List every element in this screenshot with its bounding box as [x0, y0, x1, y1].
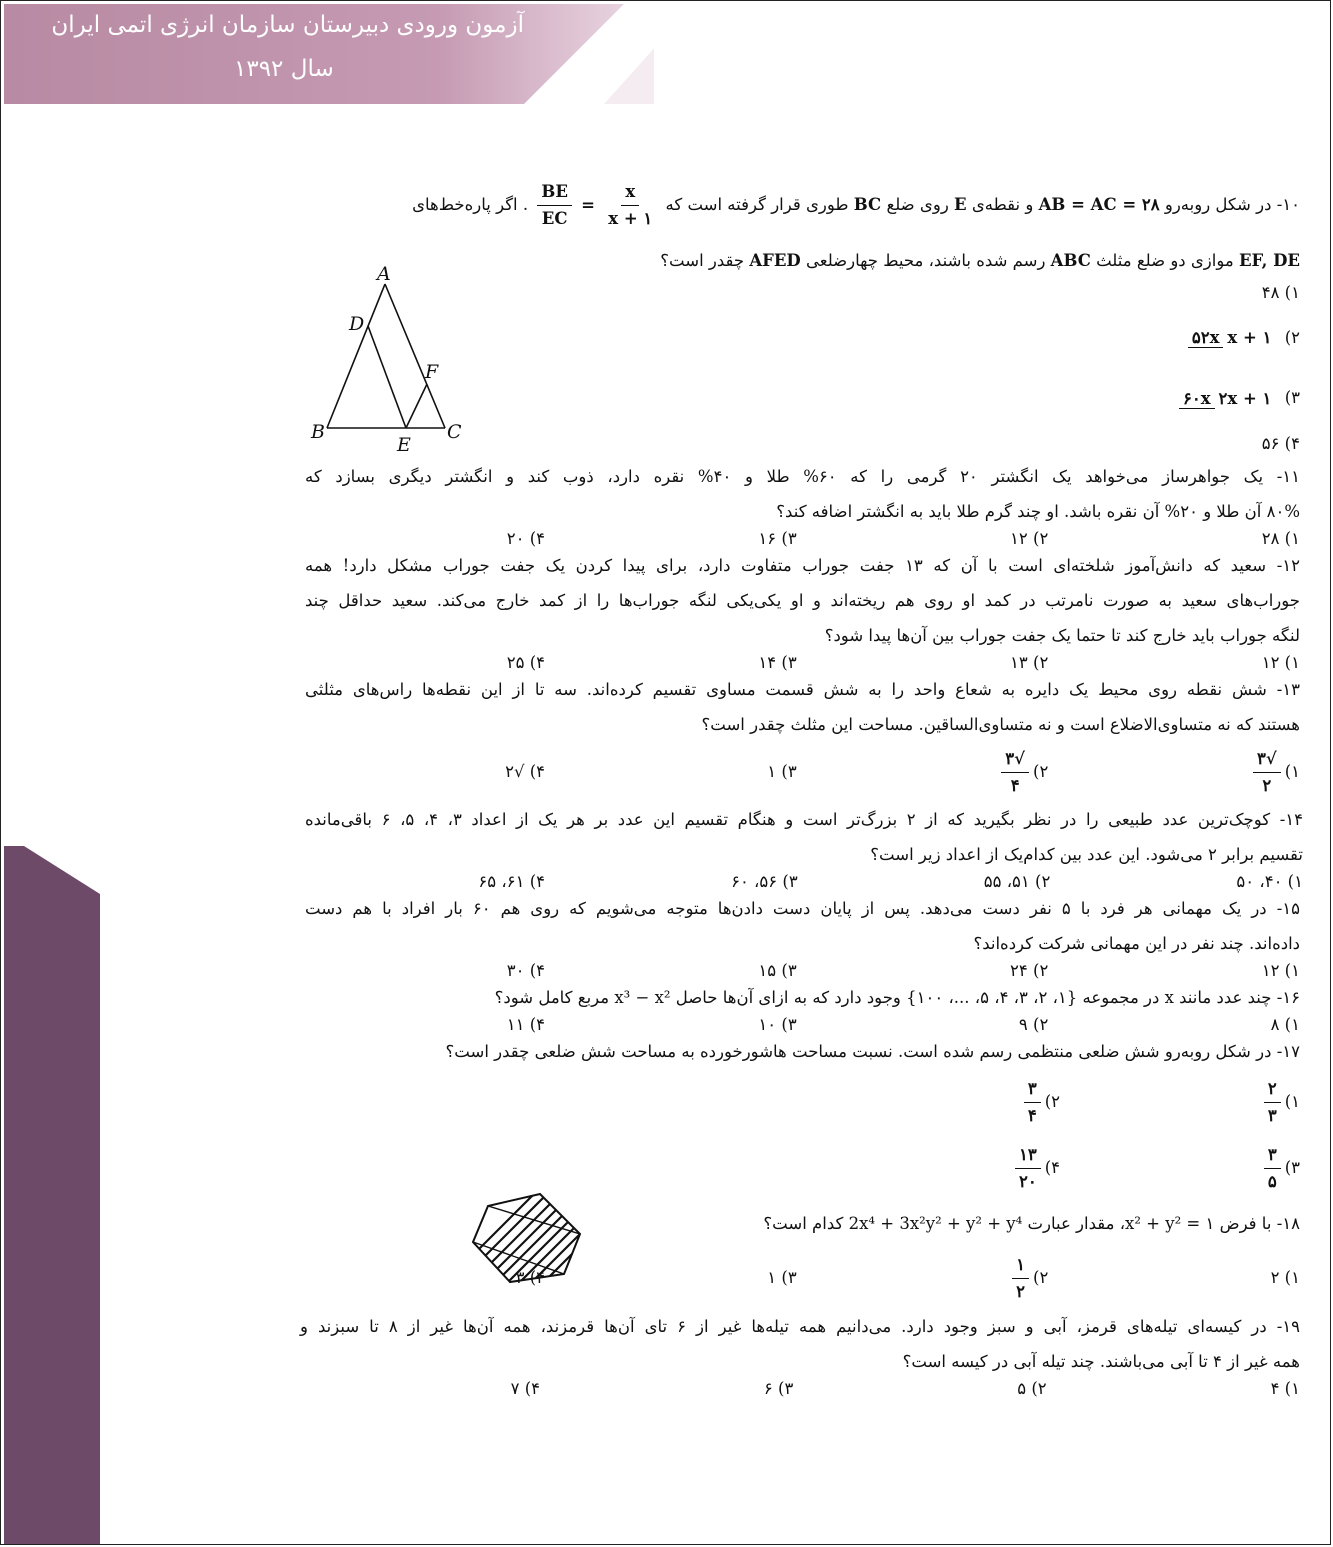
exam-year: سال ۱۳۹۲ [234, 56, 334, 82]
question-number: ۱۹- [1276, 1316, 1301, 1336]
q16-option-3[interactable]: ۳) ۱۰ [758, 1014, 797, 1034]
q10-text-f: موازی دو ضلع مثلث [1096, 250, 1234, 270]
q15-line1 [305, 891, 1300, 926]
frac-num: ۳ [1024, 1076, 1041, 1103]
question-11 [305, 459, 1300, 548]
q10-text-h: چقدر است؟ [660, 250, 745, 270]
q10-text-c: روی ضلع [886, 195, 949, 214]
question-15 [305, 891, 1300, 980]
question-number: ۱۰- [1276, 195, 1300, 214]
q12-text-1: سعید که دانش‌آموز شلخته‌ای است با آن که ۱۳ جفت جوراب متفاوت دارد، برای پیدا کردن یک جفت جوراب مشکل دارد! همه [305, 555, 1267, 575]
q12-line2: جوراب‌های سعید به صورت نامرتب در کمد او روی هم ریخته‌اند و او یکی‌یکی لنگه جوراب‌ها را از کمد خارج می‌کند. سعید حداقل چند [305, 590, 1300, 610]
frac-den: ۳ [1267, 1105, 1277, 1125]
q16-text-1: چند عدد مانند x در مجموعه {۱، ۲، ۳، ۴، ۵، ...، ۱۰۰} وجود دارد که به ازای آن‌ها حاصل x³ − x² مربع کامل شود؟ [494, 987, 1272, 1007]
question-number: ۱۵- [1276, 898, 1300, 918]
frac-num: √۳ [1001, 746, 1029, 773]
q10-quad: AFED [749, 250, 801, 270]
frac-num: √۳ [1253, 746, 1281, 773]
q10-option-3[interactable] [305, 368, 1300, 429]
label-F: F [425, 361, 439, 383]
q14-option-2[interactable]: ۲) ۵۱، ۵۵ [983, 871, 1051, 891]
q13-option-1[interactable] [1060, 742, 1300, 802]
q15-option-4[interactable]: ۴) ۳۰ [506, 960, 546, 980]
frac-den: ۲ [1016, 1281, 1026, 1301]
q10-segments: EF, DE [1238, 250, 1300, 270]
q11-options [305, 529, 1300, 548]
q17-options-row1 [305, 1069, 1300, 1135]
q11-option-1[interactable]: ۱) ۲۸ [1261, 528, 1300, 548]
q17-text-1: در شکل روبه‌رو شش ضلعی منتظمی رسم شده است. نسبت مساحت هاشورخورده به مساحت شش ضلعی چقدر است؟ [445, 1041, 1272, 1061]
q17-option-1[interactable] [1060, 1069, 1300, 1135]
q19-line2: همه غیر از ۴ تا آبی می‌باشند. چند تیله آبی در کیسه است؟ [902, 1351, 1300, 1371]
q12-options [305, 653, 1300, 672]
q16-option-1[interactable]: ۱) ۸ [1270, 1014, 1300, 1034]
q19-text-1: در کیسه‌ای تیله‌های قرمز، آبی و سبز وجود دارد. می‌دانیم همه تیله‌ها غیر از ۶ تای آن‌ها قرمزند، همه آن‌ها غیر از ۸ تا سبزند و [300, 1316, 1267, 1336]
question-12 [305, 548, 1300, 672]
frac-num: ۶۰x [1179, 389, 1215, 409]
q12-option-3[interactable]: ۳) ۱۴ [758, 652, 797, 672]
q10-triangle: ABC [1050, 250, 1091, 270]
q10-side: BC [853, 195, 882, 214]
ratio-num: BE [537, 179, 572, 206]
q11-line2: ۸۰% آن طلا و ۲۰% آن نقره باشد. او چند گرم طلا باید به انگشتر اضافه کند؟ [776, 501, 1300, 521]
question-number: ۱۲- [1276, 555, 1300, 575]
frac-den: ۴ [1027, 1105, 1037, 1125]
q11-text-1: یک جواهرساز می‌خواهد یک انگشتر ۲۰ گرمی را که ۶۰% طلا و ۴۰% نقره دارد، ذوب کند و انگشتر دیگری بسازد که [305, 466, 1264, 486]
option-label: ۳) [1284, 1157, 1300, 1177]
q17-option-2[interactable] [820, 1069, 1060, 1135]
q19-options [300, 1379, 1300, 1398]
q13-line2: هستند که نه متساوی‌الاضلاع است و نه متساوی‌الساقین. مساحت این مثلث چقدر است؟ [701, 714, 1300, 734]
question-number: ۱۶- [1276, 987, 1300, 1007]
q16-option-2[interactable]: ۲) ۹ [1018, 1014, 1049, 1034]
frac-den: ۴ [1010, 775, 1020, 795]
frac-den: ۲x + ۱ [1218, 388, 1272, 408]
q13-options [305, 742, 1300, 802]
q17-line1 [305, 1034, 1300, 1069]
q10-equation: AB = AC = ۲۸ [1038, 195, 1160, 214]
q17-options-row2 [305, 1135, 1300, 1201]
question-14 [305, 802, 1303, 891]
frac-den: x + ۱ [1227, 328, 1272, 348]
frac-num: ۳ [1264, 1142, 1281, 1169]
q10-text-d: طوری قرار گرفته است که [665, 195, 849, 214]
exam-title: آزمون ورودی دبیرستان سازمان انرژی اتمی ایران [51, 12, 524, 38]
label-B: B [311, 421, 325, 443]
question-number: ۱۴- [1279, 809, 1303, 829]
questions-content [300, 168, 1303, 1398]
q19-line1 [300, 1309, 1300, 1344]
frac-num: ۱۳ [1015, 1142, 1041, 1169]
label-C: C [447, 421, 462, 443]
q17-option-3[interactable] [1060, 1135, 1300, 1201]
q11-line1 [305, 459, 1300, 494]
option-label: ۲) [1044, 1091, 1060, 1111]
question-number: ۱۸- [1276, 1213, 1300, 1233]
frac-den: ۵ [1267, 1171, 1277, 1191]
q12-option-4[interactable]: ۴) ۲۵ [506, 652, 546, 672]
q19-option-1[interactable]: ۱) ۴ [1270, 1378, 1300, 1398]
q15-option-3[interactable]: ۳) ۱۵ [758, 960, 797, 980]
q12-line3: لنگه جوراب باید خارج کند تا حتما یک جفت جوراب بین آن‌ها پیدا شود؟ [824, 625, 1300, 645]
question-number: ۱۱- [1276, 466, 1301, 486]
label-A: A [377, 263, 391, 285]
q18-option-1[interactable]: ۱) ۲ [1270, 1267, 1300, 1287]
q18-option-2[interactable] [808, 1247, 1048, 1309]
option-label: ۳) [1284, 388, 1300, 408]
q18-option-4[interactable]: ۴) ۳ [515, 1267, 546, 1287]
q14-option-1[interactable]: ۱) ۴۰، ۵۰ [1236, 871, 1303, 891]
q14-option-4[interactable]: ۴) ۶۱، ۶۵ [478, 871, 546, 891]
q13-option-4[interactable]: ۴) √۲ [505, 761, 546, 781]
q19-option-4[interactable]: ۴) ۷ [510, 1378, 541, 1398]
q13-line1 [305, 672, 1300, 707]
question-number: ۱۳- [1276, 679, 1300, 699]
q15-options [305, 961, 1300, 980]
question-10 [305, 168, 1300, 459]
q13-text-1: شش نقطه روی محیط یک دایره به شعاع واحد را به شش قسمت مساوی تقسیم کرده‌اند. سه تا از این نقطه‌ها راس‌های مثلثی [305, 679, 1267, 699]
ratio-den: EC [541, 209, 568, 229]
question-number: ۱۷- [1276, 1041, 1300, 1061]
label-E: E [397, 434, 411, 456]
ratio-x-den: x + ۱ [608, 209, 653, 229]
frac-num: ۲ [1264, 1076, 1281, 1103]
option-label: ۱) [1284, 1091, 1300, 1111]
option-label: ۲) [1033, 1267, 1049, 1287]
q15-line2: داده‌اند. چند نفر در این مهمانی شرکت کرده‌اند؟ [973, 933, 1300, 953]
sidebar-band [4, 846, 100, 1544]
q12-option-2[interactable]: ۲) ۱۳ [1010, 652, 1049, 672]
q18-text-1: با فرض x² + y² = ۱، مقدار عبارت 2x⁴ + 3x²y² + y² + y⁴ کدام است؟ [763, 1213, 1272, 1233]
question-17 [305, 1034, 1300, 1201]
q10-text-b: و نقطه‌ی [971, 195, 1034, 214]
q19-option-3[interactable]: ۳) ۶ [763, 1378, 794, 1398]
q10-option-4[interactable]: ۴) ۵۶ [1261, 433, 1300, 453]
ratio-x-num: x [621, 179, 639, 206]
frac-den: ۲۰ [1018, 1171, 1037, 1191]
option-label: ۴) [1044, 1157, 1060, 1177]
q14-line1 [305, 802, 1303, 837]
label-D: D [349, 313, 365, 335]
option-label: ۲) [1284, 327, 1300, 347]
q16-option-4[interactable]: ۴) ۱۱ [506, 1014, 546, 1034]
frac-num: ۱ [1012, 1252, 1029, 1279]
q11-option-2[interactable]: ۲) ۱۲ [1010, 528, 1049, 548]
option-label: ۲) [1033, 761, 1049, 781]
q13-option-3[interactable]: ۳) ۱ [767, 761, 797, 781]
q13-option-2[interactable] [808, 742, 1048, 802]
q10-point: E [954, 195, 967, 214]
header-banner [4, 4, 654, 104]
q16-line1 [305, 980, 1300, 1015]
question-16 [305, 980, 1300, 1034]
q11-option-3[interactable]: ۳) ۱۶ [758, 528, 797, 548]
q12-option-1[interactable]: ۱) ۱۲ [1261, 652, 1300, 672]
question-19 [300, 1309, 1300, 1398]
q18-option-3[interactable]: ۳) ۱ [767, 1267, 797, 1287]
q12-line1 [305, 548, 1300, 583]
q14-option-3[interactable]: ۳) ۵۶، ۶۰ [731, 871, 798, 891]
q18-line1 [305, 1201, 1300, 1247]
q10-line1 [305, 168, 1300, 243]
q14-line2: تقسیم برابر ۲ می‌شود. این عدد بین کدام‌یک از اعداد زیر است؟ [870, 844, 1303, 864]
option-label: ۱) [1284, 761, 1300, 781]
q10-option-2[interactable] [305, 308, 1300, 369]
q11-option-4[interactable]: ۴) ۲۰ [506, 528, 546, 548]
q14-options [305, 872, 1303, 891]
q15-text-1: در یک مهمانی هر فرد با ۵ نفر دست می‌دهد. پس از پایان دست دادن‌ها متوجه می‌شویم که روی هم ۶۰ بار افراد با هم دست [305, 898, 1267, 918]
q16-options [305, 1015, 1300, 1034]
q10-ratio: $\frac{BE}{EC}$ = $\frac{x}{x + ۱}$ [533, 168, 660, 243]
q10-text-e: . اگر پاره‌خط‌های [412, 195, 529, 214]
q15-option-2[interactable]: ۲) ۲۴ [1010, 960, 1049, 980]
q15-option-1[interactable]: ۱) ۱۲ [1261, 960, 1300, 980]
question-18 [305, 1201, 1300, 1309]
frac-den: ۲ [1262, 775, 1272, 795]
question-13 [305, 672, 1300, 802]
frac-num: ۵۲x [1188, 328, 1224, 348]
q10-option-1[interactable]: ۱) ۴۸ [1261, 282, 1300, 302]
q17-option-4[interactable] [820, 1135, 1060, 1201]
q10-text-g: رسم شده باشند، محیط چهارضلعی [806, 250, 1046, 270]
q10-line2 [305, 243, 1300, 278]
q19-option-2[interactable]: ۲) ۵ [1017, 1378, 1047, 1398]
q14-text-1: کوچک‌ترین عدد طبیعی را در نظر بگیرید که از ۲ بزرگ‌تر است و هنگام تقسیم این عدد بر هر یک از اعداد ۳، ۴، ۵، ۶ باقی‌مانده [305, 809, 1271, 829]
q10-text-a: در شکل روبه‌رو [1164, 195, 1272, 214]
q18-options [305, 1247, 1300, 1309]
